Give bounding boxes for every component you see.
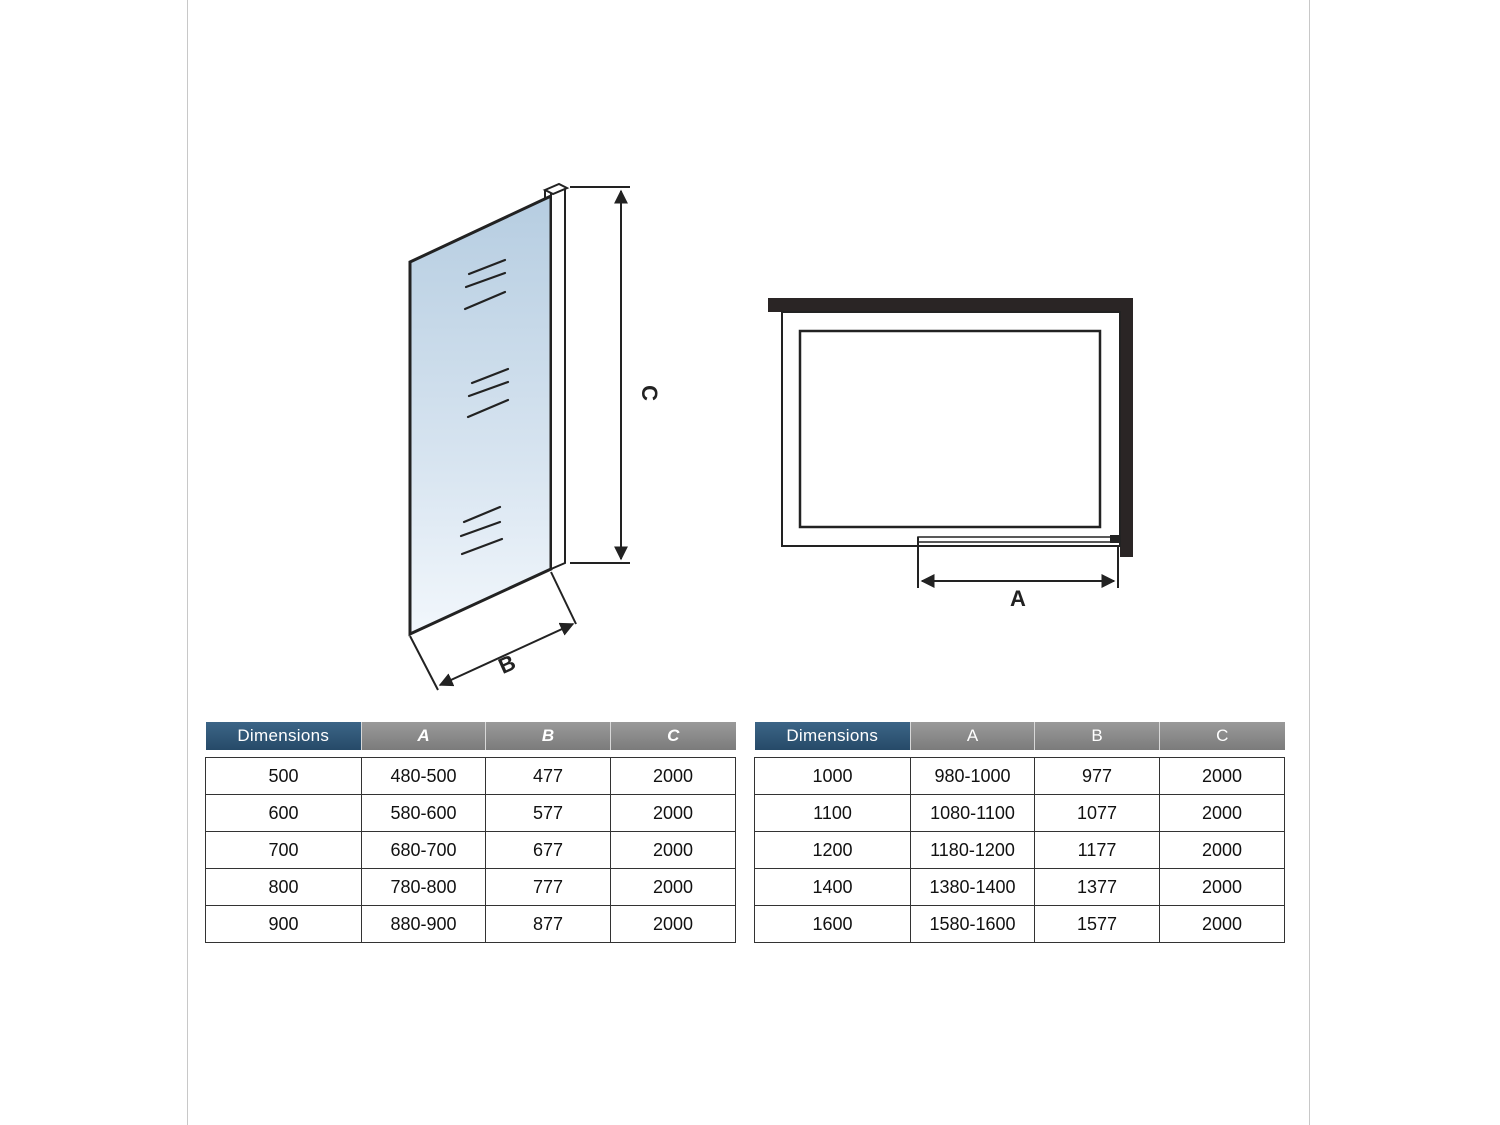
cell-a: 880-900 [362, 906, 486, 943]
cell-dimension: 600 [206, 795, 362, 832]
cell-b: 477 [486, 758, 611, 795]
table-row [206, 758, 736, 795]
header-c: C [1160, 722, 1285, 750]
cell-dimension: 1100 [755, 795, 911, 832]
table-header-row [755, 722, 1285, 750]
header-c: C [611, 722, 736, 750]
dimension-c [570, 187, 662, 563]
header-dimensions: Dimensions [755, 722, 911, 750]
table-row [755, 832, 1285, 869]
cell-c: 2000 [611, 832, 736, 869]
header-a: A [362, 722, 486, 750]
cell-c: 2000 [611, 869, 736, 906]
cell-dimension: 1200 [755, 832, 911, 869]
header-dimensions: Dimensions [206, 722, 362, 750]
size-table-small [205, 722, 736, 943]
cell-dimension: 1000 [755, 758, 911, 795]
cell-c: 2000 [1160, 906, 1285, 943]
cell-b: 1177 [1035, 832, 1160, 869]
header-b: B [486, 722, 611, 750]
table-row [206, 832, 736, 869]
table-row [755, 758, 1285, 795]
cell-dimension: 700 [206, 832, 362, 869]
cell-b: 777 [486, 869, 611, 906]
cell-a: 680-700 [362, 832, 486, 869]
cell-b: 1377 [1035, 869, 1160, 906]
cell-dimension: 500 [206, 758, 362, 795]
table-row [206, 906, 736, 943]
plan-glass-panel [918, 537, 1112, 542]
cell-b: 1077 [1035, 795, 1160, 832]
cell-dimension: 1600 [755, 906, 911, 943]
cell-a: 980-1000 [911, 758, 1035, 795]
cell-dimension: 900 [206, 906, 362, 943]
cell-dimension: 1400 [755, 869, 911, 906]
table-row [206, 869, 736, 906]
table-row [206, 795, 736, 832]
header-a: A [911, 722, 1035, 750]
cell-c: 2000 [1160, 795, 1285, 832]
dimension-b-label: B [494, 649, 520, 679]
cell-c: 2000 [611, 906, 736, 943]
cell-a: 1180-1200 [911, 832, 1035, 869]
cell-a: 1580-1600 [911, 906, 1035, 943]
size-table-large [754, 722, 1285, 943]
cell-c: 2000 [1160, 758, 1285, 795]
table-header-row [206, 722, 736, 750]
cell-b: 577 [486, 795, 611, 832]
table-row [755, 795, 1285, 832]
cell-b: 677 [486, 832, 611, 869]
cell-c: 2000 [611, 758, 736, 795]
cell-a: 480-500 [362, 758, 486, 795]
table-row [755, 906, 1285, 943]
dimension-a [918, 537, 1118, 611]
glass-panel-perspective [410, 184, 662, 690]
cell-b: 1577 [1035, 906, 1160, 943]
cell-c: 2000 [1160, 869, 1285, 906]
cell-dimension: 800 [206, 869, 362, 906]
shower-tray [800, 331, 1100, 527]
cell-a: 580-600 [362, 795, 486, 832]
dimension-a-label: A [1010, 586, 1026, 611]
cell-b: 877 [486, 906, 611, 943]
plan-view [768, 298, 1133, 611]
cell-b: 977 [1035, 758, 1160, 795]
cell-a: 1080-1100 [911, 795, 1035, 832]
wall-profile [551, 188, 565, 569]
cell-c: 2000 [1160, 832, 1285, 869]
glass-pane [410, 196, 551, 634]
header-b: B [1035, 722, 1160, 750]
table-row [755, 869, 1285, 906]
cell-c: 2000 [611, 795, 736, 832]
cell-a: 1380-1400 [911, 869, 1035, 906]
dimension-c-label: C [637, 385, 662, 401]
cell-a: 780-800 [362, 869, 486, 906]
